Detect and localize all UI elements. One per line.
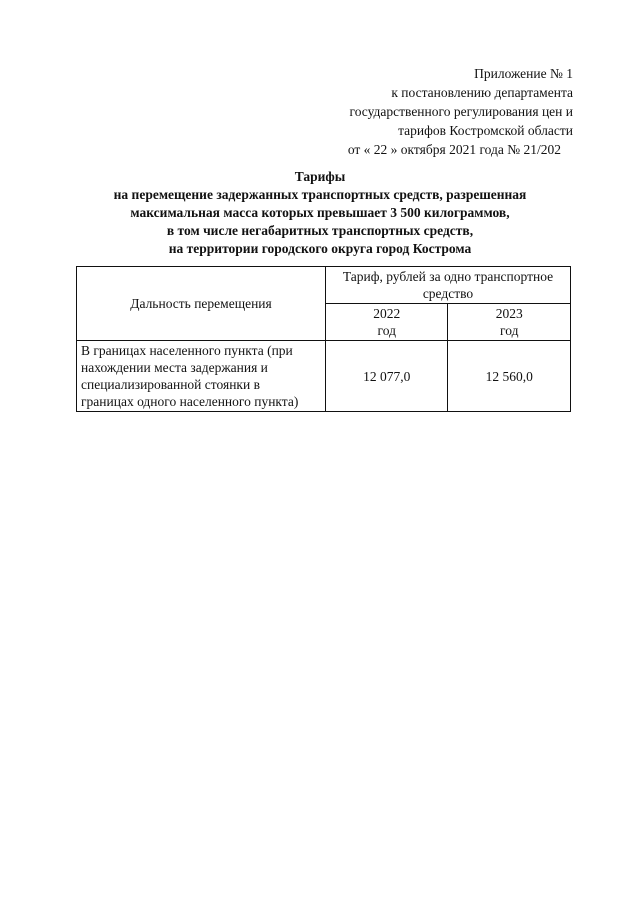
appendix-line-2: к постановлению департамента	[391, 85, 573, 100]
header-year-2023	[448, 304, 571, 341]
appendix-line-3: государственного регулирования цен и	[349, 104, 573, 119]
row-distance-line-2: нахождении места задержания и	[81, 360, 268, 375]
document-title	[60, 168, 580, 258]
appendix-reference	[253, 64, 573, 159]
appendix-line-4: тарифов Костромской области	[398, 123, 573, 138]
title-line-4: в том числе негабаритных транспортных средств,	[166, 223, 474, 238]
year-2023-unit: год	[500, 323, 519, 338]
year-2023-value: 2023	[495, 306, 523, 321]
title-line-1: Тарифы	[294, 169, 346, 184]
row-distance	[77, 341, 326, 412]
table-row	[77, 341, 571, 412]
year-2022-value: 2022	[373, 306, 401, 321]
title-line-3: максимальная масса которых превышает 3 500 килограммов,	[130, 205, 510, 220]
header-distance: Дальность перемещения	[77, 267, 326, 341]
appendix-date-number: от « 22 » октября 2021 года № 21/202	[347, 142, 561, 157]
row-distance-line-3: специализированной стоянки в	[81, 377, 260, 392]
row-distance-line-4: границах одного населенного пункта)	[81, 394, 299, 409]
header-tariff	[326, 267, 571, 304]
tariff-2023-value: 12 560,0	[448, 341, 571, 412]
header-tariff-line-2: средство	[422, 286, 474, 301]
header-year-2022	[326, 304, 448, 341]
table-header-row	[77, 267, 571, 304]
tariff-table	[76, 266, 571, 412]
appendix-number: Приложение № 1	[474, 66, 573, 81]
year-2022-unit: год	[377, 323, 396, 338]
row-distance-line-1: В границах населенного пункта (при	[81, 343, 293, 358]
title-line-2: на перемещение задержанных транспортных средств, разрешенная	[113, 187, 527, 202]
tariff-2022-value: 12 077,0	[326, 341, 448, 412]
title-line-5: на территории городского округа город Кострома	[168, 241, 472, 256]
header-tariff-line-1: Тариф, рублей за одно транспортное	[342, 269, 554, 284]
